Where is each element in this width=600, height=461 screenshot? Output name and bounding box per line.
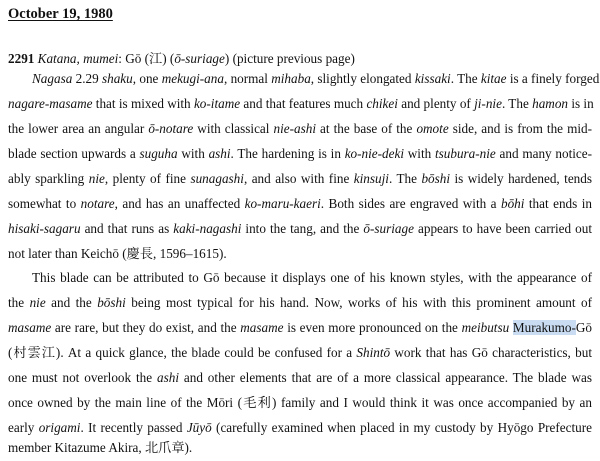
paragraph-2-line: member Kitazume Akira, 北爪章). — [8, 440, 193, 455]
paragraph-2-line: the nie and the bōshi being most typical for his hand. Now, works of his with this prominent amount of — [8, 295, 592, 310]
entry-title: Katana, mumei: Gō (江) (ō-suriage) (picture previous page) — [37, 51, 355, 66]
paragraph-1-line: Nagasa 2.29 shaku, one mekugi-ana, normal mihaba, slightly elongated kissaki. The kitae is a finely forged — [32, 71, 600, 86]
entry-date: October 19, 1980 — [8, 6, 113, 22]
paragraph-1-line: ably sparkling nie, plenty of fine sunagashi, and also with fine kinsuji. The bōshi is widely hardened, tends — [8, 171, 593, 186]
paragraph-1-line: blade section upwards a suguha with ashi. The hardening is in ko-nie-deki with tsubura-nie and many notice- — [8, 146, 593, 161]
paragraph-2-line: one must not overlook the ashi and other elements that are of a more classical appearance. The blade was — [8, 370, 593, 385]
paragraph-1-line: the lower area an angular ō-notare with classical nie-ashi at the base of the omote side, and is from the mid- — [8, 121, 592, 136]
paragraph-1-line: not later than Keichō (慶長, 1596–1615). — [8, 246, 227, 261]
paragraph-1-line: somewhat to notare, and has an unaffected ko-maru-kaeri. Both sides are engraved with a bōhi that ends in — [8, 196, 592, 211]
paragraph-2-line: masame are rare, but they do exist, and the masame is even more pronounced on the meibutsu Murakumo-Gō — [8, 320, 593, 335]
paragraph-1-line: nagare-masame that is mixed with ko-itame and that features much chikei and plenty of ji-nie. The hamon is in — [8, 96, 594, 111]
paragraph-2-line: early origami. It recently passed Jūyō (carefully examined when placed in my custody by Hyōgo Prefecture — [8, 420, 593, 435]
paragraph-1-line: hisaki-sagaru and that runs as kaki-nagashi into the tang, and the ō-suriage appears to have been carried out — [8, 221, 592, 236]
entry-number: 2291 — [8, 51, 35, 66]
paragraph-2-line: This blade can be attributed to Gō because it displays one of his known styles, with the appearance of — [32, 270, 592, 285]
entry-heading — [8, 50, 598, 68]
paragraph-2-line: (村雲江). At a quick glance, the blade could be confused for a Shintō work that has Gō characteristics, but — [8, 345, 592, 360]
paragraph-2-line: once owned by the main line of the Mōri (毛利) family and I would think it was once accompanied by an — [8, 395, 592, 410]
